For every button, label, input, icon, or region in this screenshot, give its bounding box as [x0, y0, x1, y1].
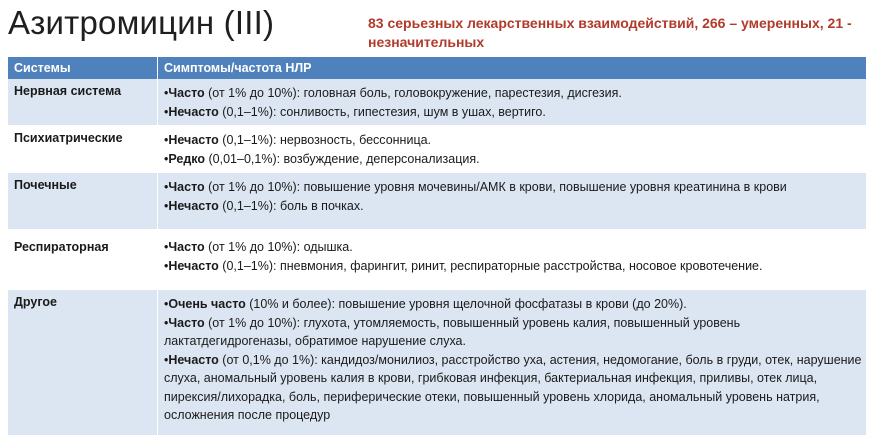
symptoms-cell	[158, 173, 866, 229]
frequency-label: Нечасто	[168, 198, 219, 213]
symptom-text: (0,1–1%): нервозность, бессонница.	[218, 133, 432, 147]
frequency-label: Нечасто	[168, 258, 219, 273]
system-cell: Нервная система	[8, 79, 158, 125]
symptom-line: •Нечасто (0,1–1%): боль в почках.	[164, 198, 364, 213]
symptom-line: •Очень часто (10% и более): повышение уровня щелочной фосфатазы в крови (до 20%).	[164, 297, 687, 311]
symptom-text: (10% и более): повышение уровня щелочной фосфатазы в крови (до 20%).	[245, 297, 687, 311]
symptom-text: (0,1–1%): пневмония, фарингит, ринит, респираторные расстройства, носовое кровотечение.	[218, 258, 763, 273]
header-systems: Системы	[8, 57, 158, 79]
page-title: Азитромицин (III)	[8, 4, 275, 41]
header-symptoms: Симптомы/частота НЛР	[164, 61, 312, 75]
frequency-label: Нечасто	[168, 133, 219, 147]
adverse-reactions-table	[8, 57, 866, 436]
frequency-label: Нечасто	[168, 352, 219, 367]
symptom-text: (от 1% до 10%): повышение уровня мочевины/АМК в крови, повышение уровня креатинина в крови	[204, 180, 787, 194]
table-row	[8, 173, 866, 230]
system-cell: Почечные	[8, 173, 158, 229]
symptom-line: •Нечасто (0,1–1%): нервозность, бессонница.	[164, 133, 432, 147]
frequency-label: Очень часто	[168, 297, 246, 311]
frequency-label: Нечасто	[168, 104, 219, 119]
interactions-summary: 83 серьезных лекарственных взаимодействий, 266 – умеренных, 21 - незначительных	[368, 15, 852, 50]
frequency-label: Часто	[168, 180, 205, 194]
frequency-label: Часто	[168, 86, 205, 100]
symptoms-cell	[158, 230, 866, 289]
symptom-text: (0,1–1%): сонливость, гипестезия, шум в ушах, вертиго.	[218, 104, 546, 119]
table-row	[8, 230, 866, 290]
symptoms-cell	[158, 126, 866, 172]
symptom-line: •Нечасто (0,1–1%): пневмония, фарингит, ринит, респираторные расстройства, носовое кровотечение.	[164, 258, 763, 273]
frequency-label: Редко	[168, 151, 206, 166]
symptom-line: •Часто (от 1% до 10%): глухота, утомляемость, повышенный уровень калия, повышенный уровень лактатдегидрогеназы, обратимое нарушение слуха.	[164, 315, 741, 348]
symptom-text: (от 1% до 10%): одышка.	[204, 240, 353, 254]
table-row	[8, 126, 866, 173]
symptom-text: (0,01–0,1%): возбуждение, деперсонализация.	[205, 151, 480, 166]
symptom-line: •Нечасто (0,1–1%): сонливость, гипестезия, шум в ушах, вертиго.	[164, 104, 546, 119]
symptom-text: (0,1–1%): боль в почках.	[218, 198, 364, 213]
symptoms-cell	[158, 290, 866, 435]
system-cell: Психиатрические	[8, 126, 158, 172]
frequency-label: Часто	[168, 315, 205, 330]
symptom-line: •Редко (0,01–0,1%): возбуждение, деперсонализация.	[164, 151, 480, 166]
table-row	[8, 79, 866, 126]
symptoms-cell	[158, 79, 866, 125]
symptom-text: (от 1% до 10%): головная боль, головокружение, парестезия, дисгезия.	[204, 86, 622, 100]
system-cell: Респираторная	[8, 230, 158, 289]
table-row	[8, 290, 866, 436]
symptom-text: (от 0,1% до 1%): кандидоз/монилиоз, расстройство уха, астения, недомогание, боль в груди, отек, нарушение слуха, аномальный уровень калия в крови, грибковая инфекция, бактериальная инфекция, приливы, отек лица, пирексия/лихорадка, боль, периферические отеки, повышенный уровень хлорида, аномальный уровень натрия, осложнения после процедур	[164, 352, 862, 422]
frequency-label: Часто	[168, 240, 205, 254]
symptom-line: •Часто (от 1% до 10%): одышка.	[164, 240, 353, 254]
symptom-line: •Часто (от 1% до 10%): повышение уровня мочевины/АМК в крови, повышение уровня креатинина в крови	[164, 180, 787, 194]
symptom-line: •Часто (от 1% до 10%): головная боль, головокружение, парестезия, дисгезия.	[164, 86, 622, 100]
system-cell: Другое	[8, 290, 158, 435]
symptom-text: (от 1% до 10%): глухота, утомляемость, повышенный уровень калия, повышенный уровень лактатдегидрогеназы, обратимое нарушение слуха.	[164, 315, 741, 348]
table-header	[8, 57, 866, 79]
symptom-line: •Нечасто (от 0,1% до 1%): кандидоз/монилиоз, расстройство уха, астения, недомогание, боль в груди, отек, нарушение слуха, аномальный уровень калия в крови, грибковая инфекция, бактериальная инфекция, приливы, отек лица, пирексия/лихорадка, боль, периферические отеки, повышенный уровень хлорида, аномальный уровень натрия, осложнения после процедур	[164, 352, 862, 422]
